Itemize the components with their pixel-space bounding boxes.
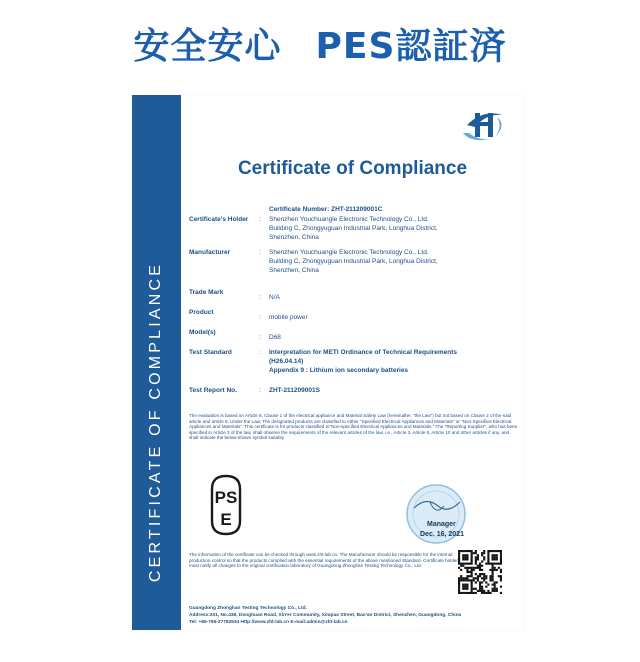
qr-code-icon [458, 550, 502, 594]
trademark-colon: : [259, 294, 261, 301]
manufacturer-value: Shenzhen Youchuangle Electronic Technology Co., Ltd. Building C, Zhongyuguan Industrial Park, Longhua District, Shenzhen, China [269, 249, 438, 274]
certificate-number: Certificate Number: ZHT-211209001C [269, 206, 383, 213]
report-value: ZHT-211209001S [269, 387, 320, 394]
product-colon: : [259, 314, 261, 321]
manufacturer-colon: : [259, 249, 261, 256]
product-value: mobile power [269, 314, 308, 321]
standard-colon: : [259, 349, 261, 356]
manager-stamp-icon [400, 480, 475, 550]
side-banner-text: CERTIFICATE OF COMPLIANCE [147, 261, 164, 583]
standard-value: Interpretation for METI Ordinance of Technical Requirements (H26.04.14) Appendix 9 : Lithium ion secondary batteries [269, 349, 458, 374]
trademark-label: Trade Mark [189, 289, 224, 296]
model-label: Model(s) [189, 329, 216, 336]
address-line: Address:201, No.438, Donghuan Road, Xin'er Community, Xinqiao Street, Bao'an District, Shenzhen, Guangdong, China [189, 613, 462, 618]
trademark-value: N/A [269, 294, 280, 301]
holder-value: Shenzhen Youchuangle Electronic Technology Co., Ltd. Building C, Zhongyuguan Industrial Park, Longhua District, Shenzhen, China [269, 216, 438, 241]
holder-colon: : [259, 216, 261, 223]
model-colon: : [259, 334, 261, 341]
svg-text:E: E [220, 510, 232, 529]
side-banner [132, 95, 181, 630]
report-colon: : [259, 387, 261, 394]
lab-logo-icon [457, 103, 509, 145]
headline [0, 18, 640, 69]
company-name: Guangdong Zhonghan Testing Technology Co., Ltd. [189, 606, 307, 611]
report-label: Test Report No. [189, 387, 237, 394]
headline-pes: PES認証済 [315, 26, 507, 67]
certificate-title: Certificate of Compliance [237, 158, 468, 179]
stamp-date: Dec. 16, 2021 [420, 531, 464, 538]
stamp-role: Manager [427, 521, 456, 528]
model-value: D68 [269, 334, 281, 341]
verification-note: The information of the certificate can be checked through www.zht-lab.cn. The Manufacturer should be responsible for the internal production control so that the products complied with the essential requirements of the above mentioned Standard. Certificate holder must notify all changes to the original certification laboratory of Guangdong Zhonghan Testing Technology Co., Ltd. [189, 552, 458, 569]
contact-line: Tel: +86-755-27782934 Http://www.zht-lab.cn E-mail:admin@zht-lab.cn [189, 620, 348, 625]
product-label: Product [189, 309, 214, 316]
certificate-document [132, 95, 524, 630]
legal-paragraph: The evaluation is based on Article 8, Clause 1 of the electrical appliance and Material Safety Law (hereinafter, "the Law") but not based on Clause 2 of the said article and article 9. Under the Law, The designated products are classified to either "Specified Electrical Appliances and Materials" or "Non-Specified Electrical Appliances and Materials". This certificate is for products classified to"Non-specified Electrical Appliances and Materials." The "Reporting Supplier", who has been specified in Article 3 of the law, shall observe the requirements of the relevant articles of the law, i.e., Article 3, Article 8, Article 10 and other articles if any, and shall indicate the below-shown symbol suitably [189, 413, 518, 441]
lab-address-block [189, 605, 519, 626]
svg-text:PS: PS [214, 488, 238, 507]
headline-safety: 安全安心 [133, 26, 282, 67]
manufacturer-label: Manufacturer [189, 249, 231, 256]
holder-label: Certificate's Holder [189, 216, 249, 223]
standard-label: Test Standard [189, 349, 232, 356]
pse-mark-icon [200, 473, 252, 537]
